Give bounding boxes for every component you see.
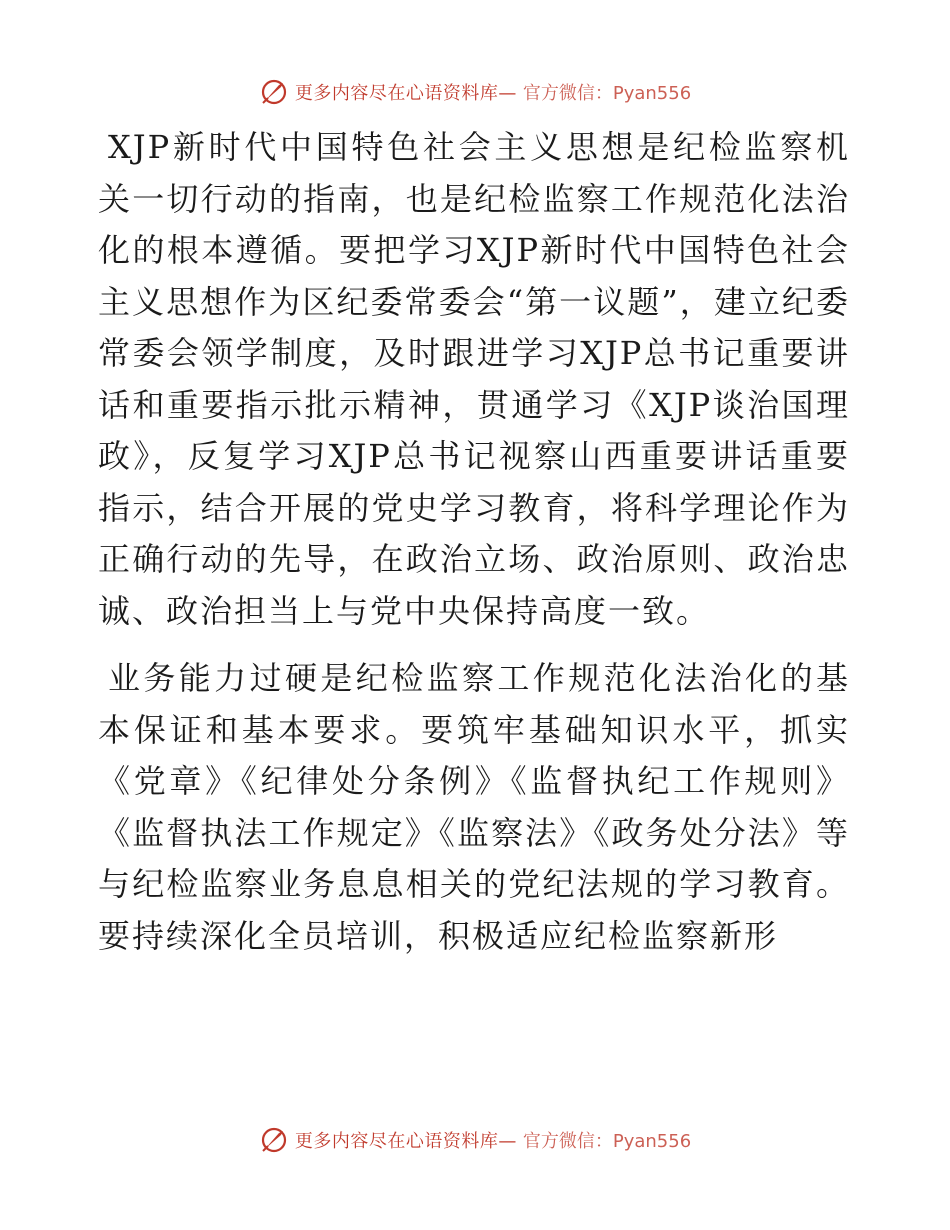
banner-wechat: 官方微信：Pyan556	[522, 83, 692, 104]
quill-logo-icon	[259, 77, 289, 107]
paragraph-1: XJP新时代中国特色社会主义思想是纪检监察机关一切行动的指南，也是纪检监察工作规范化法治化的根本遵循。要把学习XJP新时代中国特色社会主义思想作为区纪委常委会“第一议题”，建立纪委常委会领学制度，及时跟进学习XJP总书记重要讲话和重要指示批示精神，贯通学习《XJP谈治国理政》，反复学习XJP总书记视察山西重要讲话重要指示，结合开展的党史学习教育，将科学理论作为正确行动的先导，在政治立场、政治原则、政治忠诚、政治担当上与党中央保持高度一致。	[98, 128, 850, 630]
header-banner	[0, 72, 950, 112]
footer-banner	[0, 1120, 950, 1160]
banner-text: 更多内容尽在心语资料库—	[294, 83, 517, 104]
banner-text: 更多内容尽在心语资料库—	[294, 1131, 517, 1152]
paragraph-2: 业务能力过硬是纪检监察工作规范化法治化的基本保证和基本要求。要筑牢基础知识水平，抓实《党章》《纪律处分条例》《监督执纪工作规则》《监督执法工作规定》《监察法》《政务处分法》等与纪检监察业务息息相关的党纪法规的学习教育。要持续深化全员培训，积极适应纪检监察新形	[98, 659, 850, 955]
quill-logo-icon	[259, 1125, 289, 1155]
document-body	[98, 122, 850, 962]
banner-wechat: 官方微信：Pyan556	[522, 1131, 692, 1152]
